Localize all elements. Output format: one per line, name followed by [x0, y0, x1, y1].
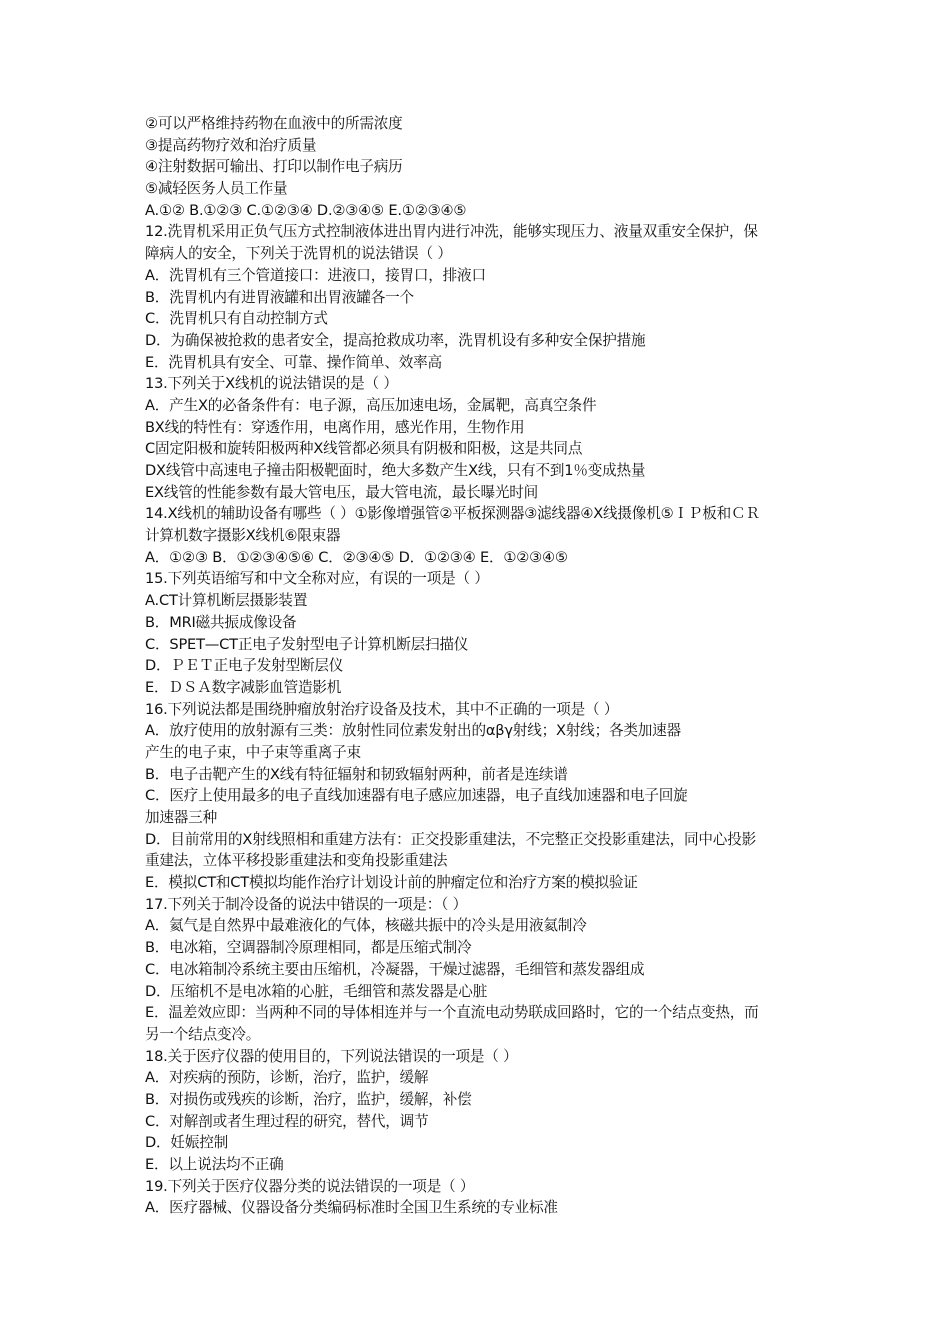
- q15-stem: 15.下列英语缩写和中文全称对应，有误的一项是（ ）: [145, 570, 489, 588]
- text-line-3: ④注射数据可输出、打印以制作电子病历: [145, 158, 403, 176]
- q16-option-e: E．模拟CT和CT模拟均能作治疗计划设计前的肿瘤定位和治疗方案的模拟验证: [145, 874, 638, 892]
- q17-option-a: A．氦气是自然界中最难液化的气体，核磁共振中的冷头是用液氦制冷: [145, 917, 587, 935]
- q15-option-a: A.CT计算机断层摄影装置: [145, 592, 308, 610]
- q13-option-d: DX线管中高速电子撞击阳极靶面时，绝大多数产生X线，只有不到1％变成热量: [145, 462, 646, 479]
- q17-stem: 17.下列关于制冷设备的说法中错误的一项是：（ ）: [145, 895, 468, 913]
- document-body: [145, 113, 810, 1219]
- q12-option-d: D．为确保被抢救的患者安全，提高抢救成功率，洗胃机设有多种安全保护措施: [145, 331, 646, 349]
- q16-option-d-cont: 重建法，立体平移投影重建法和变角投影重建法: [145, 852, 448, 870]
- q12-option-e: E．洗胃机具有安全、可靠、操作简单、效率高: [145, 353, 442, 371]
- q14-stem: 14.X线机的辅助设备有哪些（ ）①影像增强管②平板探测器③滤线器④X线摄像机⑤ＩＰ板和ＣＲ: [145, 505, 760, 523]
- q16-option-a: A．放疗使用的放射源有三类：放射性同位素发射出的αβγ射线；X射线；各类加速器: [145, 722, 681, 740]
- q12-option-a: A．洗胃机有三个管道接口：进液口，接胃口，排液口: [145, 266, 486, 284]
- q14-options: A．①②③ B．①②③④⑤⑥ C．②③④⑤ D．①②③④ E．①②③④⑤: [145, 548, 568, 566]
- q16-stem: 16.下列说法都是围绕肿瘤放射治疗设备及技术，其中不正确的一项是（ ）: [145, 700, 619, 718]
- q13-option-a: A．产生X的必备条件有：电子源，高压加速电场，金属靶，高真空条件: [145, 396, 597, 414]
- q19-option-a: A．医疗器械、仪器设备分类编码标准时全国卫生系统的专业标准: [145, 1199, 558, 1217]
- q14-stem-cont: 计算机数字摄影X线机⑥限束器: [145, 527, 341, 545]
- q18-option-b: B．对损伤或残疾的诊断，治疗，监护，缓解，补偿: [145, 1090, 472, 1108]
- q17-option-c: C．电冰箱制冷系统主要由压缩机，冷凝器，干燥过滤器，毛细管和蒸发器组成: [145, 960, 645, 978]
- q13-option-c: C固定阳极和旋转阳极两种X线管都必须具有阴极和阳极，这是共同点: [145, 440, 583, 458]
- q13-option-b: BX线的特性有：穿透作用，电离作用，感光作用，生物作用: [145, 418, 525, 436]
- q12-stem-cont: 障病人的安全，下列关于洗胃机的说法错误（ ）: [145, 245, 452, 263]
- q16-option-c: C．医疗上使用最多的电子直线加速器有电子感应加速器，电子直线加速器和电子回旋: [145, 787, 688, 805]
- q12-option-b: B．洗胃机内有进胃液罐和出胃液罐各一个: [145, 288, 414, 306]
- text-line-2: ③提高药物疗效和治疗质量: [145, 136, 317, 154]
- q18-option-d: D．妊娠控制: [145, 1134, 229, 1152]
- q12-option-c: C．洗胃机只有自动控制方式: [145, 310, 328, 328]
- q13-option-e: EX线管的性能参数有最大管电压，最大管电流，最长曝光时间: [145, 483, 539, 501]
- q18-option-e: E．以上说法均不正确: [145, 1156, 284, 1173]
- q15-option-b: B．MRI磁共振成像设备: [145, 613, 297, 631]
- q11-options: A.①② B.①②③ C.①②③④ D.②③④⑤ E.①②③④⑤: [145, 201, 467, 219]
- q17-option-e: E．温差效应即：当两种不同的导体相连并与一个直流电动势联成回路时，它的一个结点变热，而: [145, 1004, 759, 1022]
- q18-option-c: C．对解剖或者生理过程的研究，替代，调节: [145, 1112, 429, 1130]
- q17-option-b: B．电冰箱，空调器制冷原理相同，都是压缩式制冷: [145, 939, 472, 957]
- q18-option-a: A．对疾病的预防，诊断，治疗，监护，缓解: [145, 1069, 429, 1087]
- q13-stem: 13.下列关于X线机的说法错误的是（ ）: [145, 375, 398, 393]
- q16-option-a-cont: 产生的电子束，中子束等重离子束: [145, 743, 361, 761]
- q17-option-e-cont: 另一个结点变冷。: [145, 1025, 261, 1043]
- q16-option-b: B．电子击靶产生的X线有特征辐射和韧致辐射两种，前者是连续谱: [145, 765, 568, 783]
- q15-option-d: D．ＰＥＴ正电子发射型断层仪: [145, 657, 344, 675]
- q19-stem: 19.下列关于医疗仪器分类的说法错误的一项是（ ）: [145, 1177, 475, 1195]
- q17-option-d: D．压缩机不是电冰箱的心脏，毛细管和蒸发器是心脏: [145, 982, 488, 1000]
- q16-option-d: D．目前常用的X射线照相和重建方法有：正交投影重建法，不完整正交投影重建法，同中心投影: [145, 830, 756, 848]
- q12-stem: 12.洗胃机采用正负气压方式控制液体进出胃内进行冲洗，能够实现压力、液量双重安全保护，保: [145, 223, 758, 241]
- q15-option-e: E．ＤＳＡ数字减影血管造影机: [145, 678, 342, 696]
- q15-option-c: C．SPET—CT正电子发射型电子计算机断层扫描仪: [145, 635, 469, 653]
- text-line-1: ②可以严格维持药物在血液中的所需浓度: [145, 115, 403, 132]
- text-line-4: ⑤减轻医务人员工作量: [145, 180, 288, 198]
- q16-option-c-cont: 加速器三种: [145, 809, 217, 826]
- q18-stem: 18.关于医疗仪器的使用目的，下列说法错误的一项是（ ）: [145, 1047, 518, 1065]
